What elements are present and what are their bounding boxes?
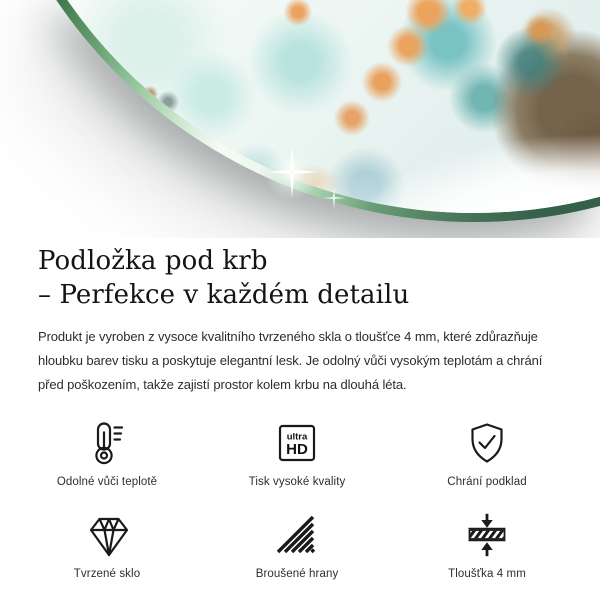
beveled-edges-icon: [275, 512, 319, 558]
thermometer-icon: [85, 420, 129, 466]
ultra-hd-badge-top: ultra: [286, 431, 308, 443]
feature-grid: [12, 420, 582, 580]
feature-label: Tloušťka 4 mm: [448, 568, 526, 580]
feature-label: Chrání podklad: [447, 476, 527, 488]
ultra-hd-badge-bottom: HD: [286, 441, 308, 458]
feature-heat-resistant: [12, 420, 202, 488]
feature-label: Odolné vůči teplotě: [56, 476, 158, 488]
shield-check-icon: [465, 420, 509, 466]
thickness-icon: [465, 512, 509, 558]
page-title: [38, 244, 562, 312]
feature-label: Broušené hrany: [255, 568, 339, 580]
feature-label: Tisk vysoké kvality: [248, 476, 346, 488]
page-title-line2: – Perfekce v každém detailu: [38, 280, 410, 310]
product-info-section: [0, 244, 600, 397]
feature-protects-surface: [392, 420, 582, 488]
diamond-icon: [85, 512, 129, 558]
feature-tempered-glass: [12, 512, 202, 580]
feature-print-quality: [202, 420, 392, 488]
feature-thickness: [392, 512, 582, 580]
page-title-line1: Podložka pod krb: [38, 246, 268, 276]
product-description: Produkt je vyroben z vysoce kvalitního tvrzeného skla o tloušťce 4 mm, které zdůrazňuje hloubku barev tisku a poskytuje elegantní lesk. Je odolný vůči vysokým teplotám a chrání před poškozením, takže zajistí prostor kolem krbu na dlouhá léta.: [38, 329, 543, 392]
hero-product-image: [0, 0, 600, 238]
feature-beveled-edges: [202, 512, 392, 580]
ultra-hd-icon: [275, 420, 319, 466]
feature-label: Tvrzené sklo: [73, 568, 141, 580]
